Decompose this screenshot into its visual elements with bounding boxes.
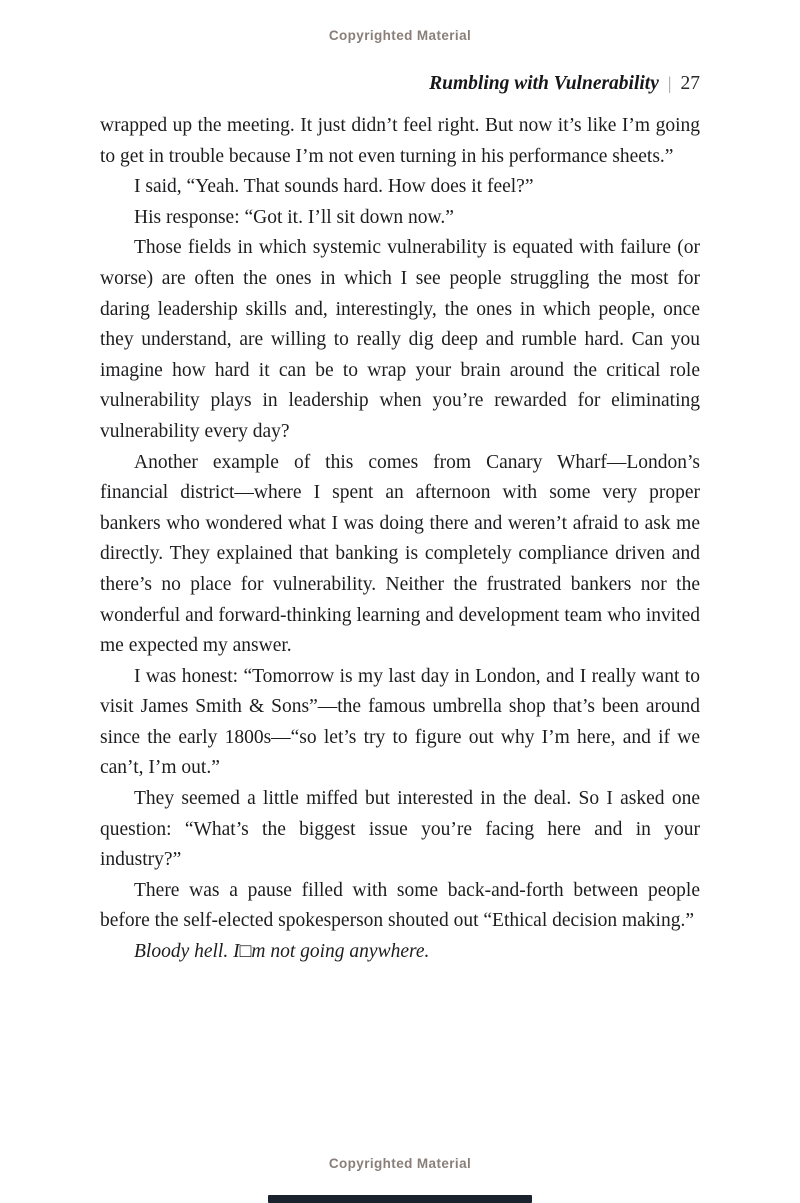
- paragraph: Bloody hell. I□m not going anywhere.: [134, 941, 430, 963]
- paragraph: There was a pause filled with some back-and-forth between people before the self-elected spokesperson shouted out “Ethical decision making.”: [100, 879, 700, 932]
- scan-edge-artifact: [268, 1195, 532, 1203]
- paragraph: I said, “Yeah. That sounds hard. How does it feel?”: [134, 176, 534, 198]
- page-body: [100, 111, 700, 968]
- running-header: [100, 73, 700, 95]
- paragraph: Another example of this comes from Canary Wharf—London’s financial district—where I spent an afternoon with some very proper bankers who wondered what I was doing there and weren’t afraid to ask me directly. They explained that banking is completely compliance driven and there’s no place for vulnerability. Neither the frustrated bankers nor the wonderful and forward-thinking learning and development team who invited me expected my answer.: [100, 451, 700, 657]
- paragraph: His response: “Got it. I’ll sit down now.”: [134, 206, 454, 228]
- copyright-notice-top: Copyrighted Material: [328, 28, 472, 43]
- paragraph: wrapped up the meeting. It just didn’t feel right. But now it’s like I’m going to get in trouble because I’m not even turning in his performance sheets.”: [100, 115, 700, 167]
- paragraph: Those fields in which systemic vulnerability is equated with failure (or worse) are often the ones in which I see people struggling the most for daring leadership skills and, interestingly, the ones in which people, once they understand, are willing to really dig deep and rumble hard. Can you imagine how hard it can be to wrap your brain around the critical role vulnerability plays in leadership when you’re rewarded for eliminating vulnerability every day?: [100, 237, 700, 442]
- copyright-notice-bottom: Copyrighted Material: [328, 1156, 472, 1171]
- paragraph: They seemed a little miffed but interested in the deal. So I asked one question: “What’s the biggest issue you’re facing here and in your industry?”: [100, 788, 700, 871]
- header-separator: |: [667, 73, 672, 93]
- chapter-title: Rumbling with Vulnerability: [429, 73, 659, 94]
- paragraph: I was honest: “Tomorrow is my last day in London, and I really want to visit James Smith & Sons”—the famous umbrella shop that’s been around since the early 1800s—“so let’s try to figure out why I’m here, and if we can’t, I’m out.”: [100, 665, 700, 779]
- page-number: 27: [680, 73, 700, 94]
